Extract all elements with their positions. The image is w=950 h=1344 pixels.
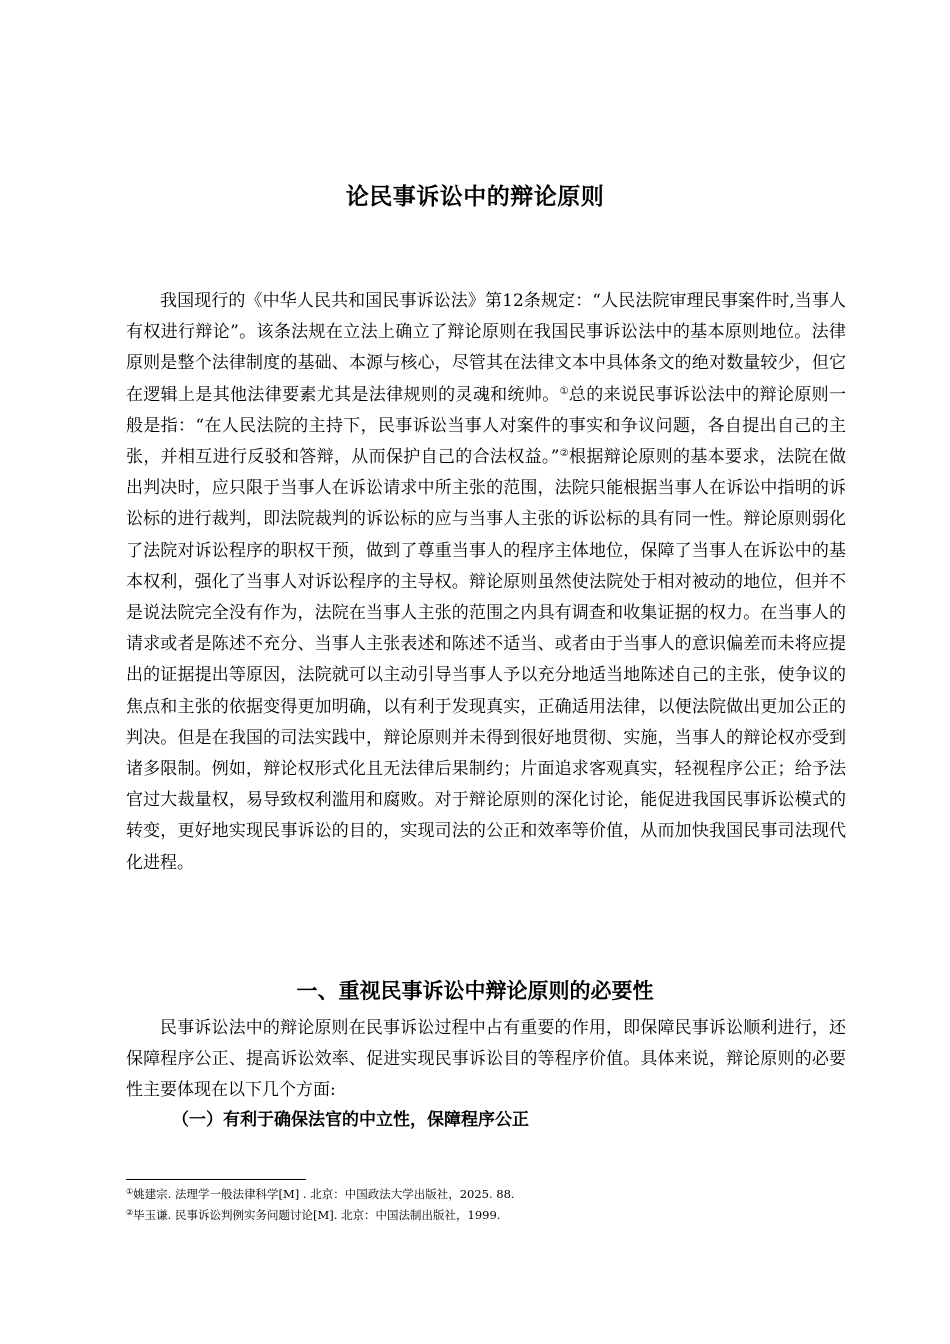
section1-paragraph xyxy=(126,1013,846,1107)
subsection-heading-1: （一）有利于确保法官的中立性，保障程序公正 xyxy=(172,1110,529,1130)
footnote-1 xyxy=(126,1184,846,1205)
footnote-1-mark: ① xyxy=(126,1187,134,1196)
footnote-ref-1[interactable]: ① xyxy=(559,385,569,397)
intro-paragraph-text xyxy=(126,286,846,879)
section-heading-1: 一、重视民事诉讼中辩论原则的必要性 xyxy=(296,979,654,1003)
footnote-2-mark: ② xyxy=(126,1208,134,1217)
intro-text-part3: 根据辩论原则的基本要求，法院在做出判决时，应只限于当事人在诉讼请求中所主张的范围，法院只能根据当事人在诉讼中指明的诉讼标的进行裁判，即法院裁判的诉讼标的应与当事人主张的诉讼标的具有同一性。辩论原则弱化了法院对诉讼程序的职权干预，做到了尊重当事人的程序主体地位，保障了当事人在诉讼中的基本权利，强化了当事人对诉讼程序的主导权。辩论原则虽然使法院处于相对被动的地位，但并不是说法院完全没有作为，法院在当事人主张的范围之内具有调查和收集证据的权力。在当事人的请求或者是陈述不充分、当事人主张表述和陈述不适当、或者由于当事人的意识偏差而未将应提出的证据提出等原因，法院就可以主动引导当事人予以充分地适当地陈述自己的主张，使争议的焦点和主张的依据变得更加明确，以有利于发现真实，正确适用法律，以便法院做出更加公正的判决。但是在我国的司法实践中，辩论原则并未得到很好地贯彻、实施，当事人的辩论权亦受到诸多限制。例如，辩论权形式化且无法律后果制约；片面追求客观真实，轻视程序公正；给予法官过大裁量权，易导致权利滥用和腐败。对于辩论原则的深化讨论，能促进我国民事诉讼模式的转变，更好地实现民事诉讼的目的，实现司法的公正和效率等价值，从而加快我国民事司法现代化进程。 xyxy=(126,447,846,873)
intro-paragraph xyxy=(126,286,846,879)
section1-paragraph-text: 民事诉讼法中的辩论原则在民事诉讼过程中占有重要的作用，即保障民事诉讼顺利进行，还保障程序公正、提高诉讼效率、促进实现民事诉讼目的等程序价值。具体来说，辩论原则的必要性主要体现在以下几个方面: xyxy=(126,1018,846,1101)
intro-text-part2: 总的来说民事诉讼法中的辩论原则一般是指：“在人民法院的主持下，民事诉讼当事人对案件的事实和争议问题，各自提出自己的主张，并相互进行反驳和答辩，从而保护自己的合法权益。” xyxy=(126,384,847,468)
intro-text-part1: 我国现行的《中华人民共和国民事诉讼法》第12条规定：“人民法院审理民事案件时,当事人有权进行辩论”。该条法规在立法上确立了辩论原则在我国民事诉讼法中的基本原则地位。法律原则是整个法律制度的基础、本源与核心，尽管其在法律文本中具体条文的绝对数量较少，但它在逻辑上是其他法律要素尤其是法律规则的灵魂和统帅。 xyxy=(126,291,846,405)
footnotes xyxy=(126,1184,846,1226)
page-title: 论民事诉讼中的辩论原则 xyxy=(345,184,605,210)
footnote-divider xyxy=(126,1179,306,1180)
footnote-1-text: 姚建宗. 法理学一般法律科学[M] . 北京：中国政法大学出版社，2025. 88. xyxy=(133,1187,515,1201)
footnote-2 xyxy=(126,1205,846,1226)
footnote-ref-2[interactable]: ② xyxy=(559,448,570,460)
footnote-2-text: 毕玉谦. 民事诉讼判例实务问题讨论[M]. 北京：中国法制出版社，1999. xyxy=(133,1208,501,1222)
